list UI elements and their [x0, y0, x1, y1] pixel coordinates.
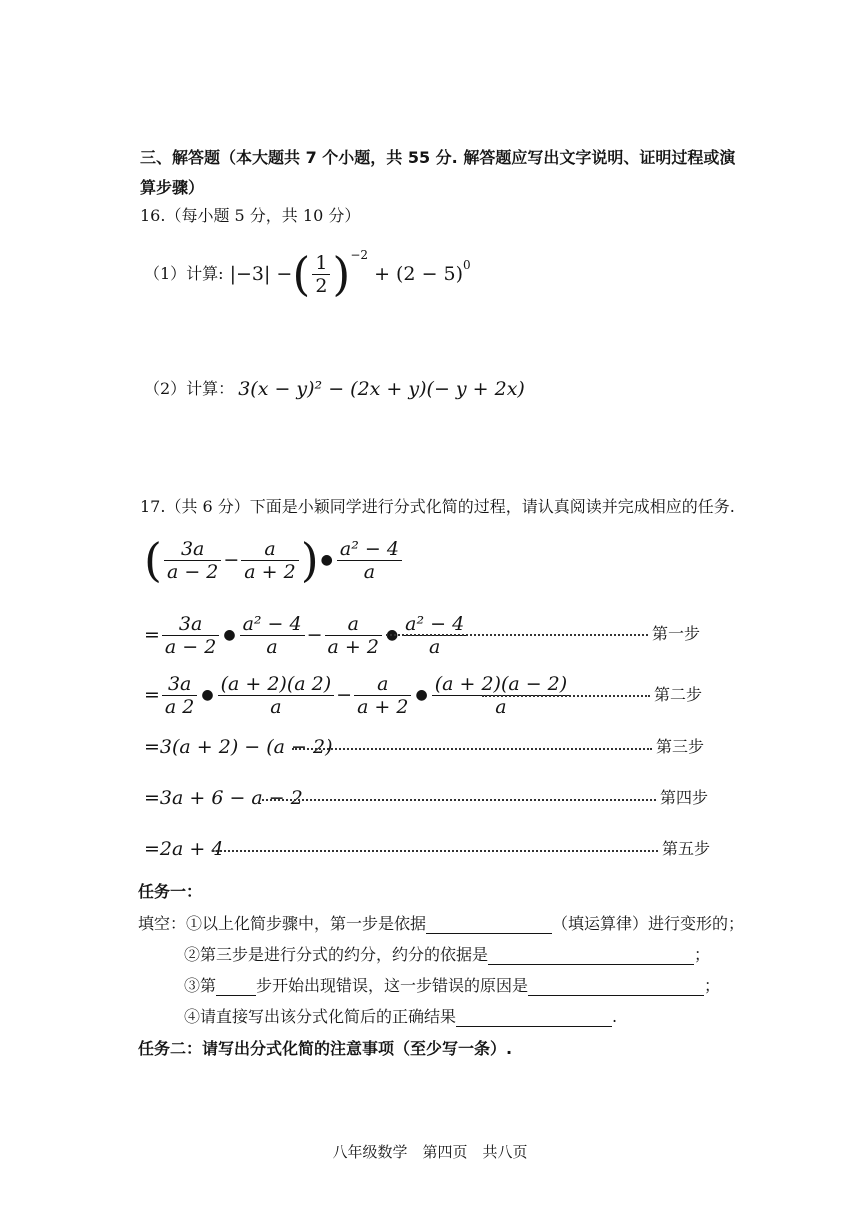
step2-t3-den: a + 2	[357, 695, 409, 718]
step4-expr-row	[144, 784, 303, 812]
q16-p1-exponent2: 0	[463, 258, 471, 272]
q16-part2-label: （2）计算：	[144, 379, 235, 398]
orig-minus: −	[223, 549, 240, 571]
q16-part1-label: （1）计算:	[144, 264, 224, 283]
q16-part2	[144, 374, 525, 404]
step5-expr-row	[144, 835, 223, 863]
step4-leader	[262, 799, 656, 801]
step5-expr: =2a + 4	[144, 838, 224, 860]
step1-leader	[386, 634, 648, 636]
task1-l2-text-a: ②第三步是进行分式的约分，约分的依据是	[184, 945, 489, 964]
q16-p1-den: 2	[315, 274, 328, 297]
task1-blank5[interactable]	[456, 1008, 612, 1027]
task2-text: 任务二：请写出分式化简的注意事项（至少写一条）.	[138, 1039, 513, 1058]
q16-part1-expr-a: |−3| −	[229, 263, 293, 285]
step5-leader	[212, 850, 658, 852]
step3-expr-row	[144, 733, 333, 761]
orig-f3-num: a² − 4	[337, 538, 402, 561]
q16-p1-exponent: −2	[350, 248, 369, 262]
step1-prefix: =	[144, 624, 160, 646]
q16-title: 16.（每小题 5 分，共 10 分）	[140, 206, 361, 225]
step3-label: 第三步	[656, 737, 705, 756]
step2-t1-num: 3a	[162, 673, 197, 696]
task1-l4-text-a: ④请直接写出该分式化简后的正确结果	[184, 1007, 457, 1026]
step2-prefix: =	[144, 684, 160, 706]
task1-l1-text-b: （填运算律）进行变形的；	[552, 914, 745, 933]
q16-part1-expr-b: + (2 − 5)	[374, 263, 464, 285]
task1-l3-text-c: ；	[704, 976, 721, 995]
q17-original-expr: ( $\frac{3a}{a - 2}$ − $\frac{a}{a + 2}$ ) ● $\frac{\text{a² − 4}}{a}$	[144, 530, 404, 590]
task1-blank3[interactable]	[216, 977, 256, 996]
orig-f3-den: a	[363, 560, 376, 583]
q17-title: 17.（共 6 分）下面是小颖同学进行分式化简的过程，请认真阅读并完成相应的任务.	[140, 497, 735, 516]
orig-f2-num: a	[241, 538, 298, 561]
task1-heading: 任务一：	[138, 882, 203, 901]
step1-t4-den: a	[429, 635, 441, 658]
step2-expr: = $\frac{3a}{a 2}$ ● $\frac{(a + 2)(a 2)}{a}$ − $\frac{a}{a + 2}$ ● $\frac{(a + 2)(a - 2)}{a}$	[144, 670, 572, 720]
task1-l1-text-a: 填空：①以上化简步骤中，第一步是依据	[138, 914, 427, 933]
step2-t4-den: a	[495, 695, 507, 718]
task1-line3	[184, 976, 720, 996]
step1-t2-num: a² − 4	[240, 613, 305, 636]
task1-line2	[184, 945, 710, 965]
step2-label: 第二步	[654, 685, 703, 704]
page-footer: 八年级数学 第四页 共八页	[332, 1143, 528, 1161]
q16-part2-expr: 3(x − y)² − (2x + y)(− y + 2x)	[238, 378, 525, 400]
task1-l2-text-b: ；	[694, 945, 711, 964]
task1-line1	[138, 914, 744, 934]
task1-l3-text-a: ③第	[184, 976, 217, 995]
step1-t3-num: a	[325, 613, 382, 636]
orig-f1-den: a − 2	[166, 560, 219, 583]
step4-expr: =3a + 6 − a − 2	[144, 787, 303, 809]
step1-expr: = $\frac{3a}{a - 2}$ ● $\frac{\text{a² − 4}}{a}$ − $\frac{a}{a + 2}$ ● $\frac{\text{a² − 4}}{a}$	[144, 610, 469, 660]
task1-blank4[interactable]	[528, 977, 704, 996]
step3-expr: =3(a + 2) − (a − 2)	[144, 736, 333, 758]
step2-t2-num: (a + 2)(a 2)	[218, 673, 335, 696]
task1-blank2[interactable]	[488, 946, 694, 965]
q16-part1-fraction	[312, 252, 330, 297]
task1-blank1[interactable]	[426, 915, 552, 934]
step1-t1-den: a − 2	[164, 635, 217, 658]
step1-t4-num: a² − 4	[402, 613, 467, 636]
step1-t3-den: a + 2	[327, 635, 379, 658]
step2-t1-den: a 2	[164, 695, 195, 718]
orig-f2-den: a + 2	[244, 560, 296, 583]
step4-label: 第四步	[660, 788, 709, 807]
q16-part1: （1）计算: |−3| − ( $\frac{1}{2}$ ) $^{-2}$ + (2 − 5) $^0$	[144, 247, 471, 301]
step5-label: 第五步	[662, 839, 711, 858]
task1-line4	[184, 1007, 617, 1027]
step2-t3-num: a	[354, 673, 411, 696]
section-heading: 三、解答题（本大题共 7 个小题，共 55 分. 解答题应写出文字说明、证明过程或演算步骤）	[140, 148, 736, 197]
step1-t1-num: 3a	[162, 613, 219, 636]
orig-f1-num: 3a	[164, 538, 221, 561]
q16-p1-num: 1	[312, 252, 330, 275]
step2-t2-den: a	[270, 695, 282, 718]
task1-l3-text-b: 步开始出现错误，这一步错误的原因是	[256, 976, 529, 995]
step1-label: 第一步	[652, 624, 701, 643]
step2-leader	[482, 695, 650, 697]
task1-l4-text-b: .	[612, 1007, 618, 1026]
step2-t4-num: (a + 2)(a − 2)	[432, 673, 570, 696]
step1-t2-den: a	[266, 635, 278, 658]
step3-leader	[292, 748, 652, 750]
